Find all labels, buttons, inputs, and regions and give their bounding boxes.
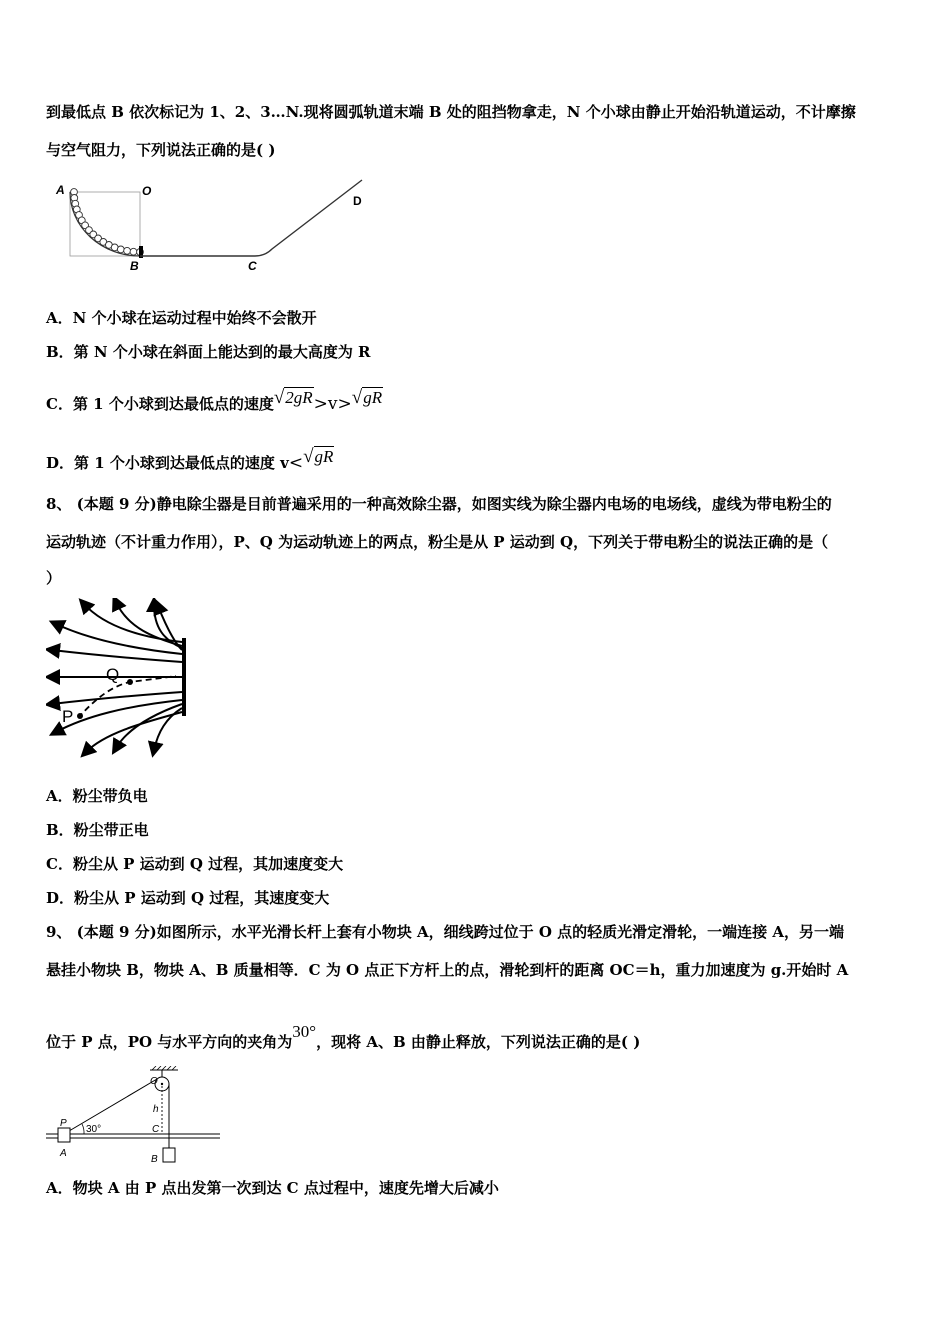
q7-balls (71, 189, 144, 256)
q7-arc-track (70, 192, 140, 256)
q7-intro-line2: 与空气阻力，下列说法正确的是( ) (46, 141, 276, 159)
q8-option-b: B．粉尘带正电 (46, 821, 149, 839)
q9-pulley-axle (161, 1083, 163, 1085)
sqrt-gr-d: √gR (303, 446, 334, 467)
q7-option-b: B．第 N 个小球在斜面上能达到的最大高度为 R (46, 343, 371, 361)
q8-option-a: A．粉尘带负电 (46, 787, 148, 805)
q7-label-o: O (142, 184, 152, 198)
q9-label-h: h (153, 1104, 159, 1115)
q8-label-p: P (62, 707, 74, 726)
q9-string-po (64, 1079, 157, 1134)
q7-option-c-mid: >v> (313, 394, 352, 414)
q9-block-a (58, 1128, 70, 1142)
q9-line3 (46, 1022, 640, 1052)
field-line (116, 602, 182, 646)
q8-label-q: Q (106, 665, 120, 684)
q9-line3-prefix: 位于 P 点，PO 与水平方向的夹角为 (46, 1033, 293, 1051)
q9-block-b (163, 1148, 175, 1162)
q7-label-d: D (353, 194, 362, 208)
q8-point-p (77, 713, 83, 719)
q7-ball (130, 248, 137, 255)
q8-line2: 运动轨迹（不计重力作用），P、Q 为运动轨迹上的两点，粉尘是从 P 运动到 Q，下列关于带电粉尘的说法正确的是（ (46, 533, 829, 551)
q7-option-d-lt: < (288, 453, 304, 473)
q9-line3-suffix: ，现将 A、B 由静止释放，下列说法正确的是( ) (316, 1033, 641, 1051)
q9-angle-arc (82, 1124, 84, 1134)
q8-line1: 8、 (本题 9 分)静电除尘器是目前普遍采用的一种高效除尘器，如图实线为除尘器内电场的电场线，虚线为带电粉尘的 (46, 495, 832, 513)
q9-angle-label: 30° (86, 1124, 102, 1135)
q9-label-p: P (60, 1118, 67, 1129)
field-line (116, 704, 182, 748)
q7-option-a: A．N 个小球在运动过程中始终不会散开 (46, 309, 317, 327)
q7-ball (124, 247, 131, 254)
q8-collector-plate (182, 638, 186, 716)
q8-option-d: D．粉尘从 P 运动到 Q 过程，其速度变大 (46, 889, 330, 907)
q9-label-b: B (151, 1154, 158, 1165)
q9-option-a: A．物块 A 由 P 点出发第一次到达 C 点过程中，速度先增大后减小 (46, 1179, 499, 1197)
q7-label-a: A (56, 183, 65, 197)
sqrt-gr: √gR (351, 387, 383, 408)
q8-line3: ） (46, 569, 62, 587)
q8-option-c: C．粉尘从 P 运动到 Q 过程，其加速度变大 (46, 855, 344, 873)
q7-option-c (46, 388, 383, 414)
q9-label-a: A (60, 1148, 67, 1159)
q7-option-d (46, 447, 334, 473)
q7-label-b: B (130, 259, 139, 273)
q7-ball (117, 246, 124, 253)
sqrt-2gr: √2gR (273, 387, 313, 408)
field-line (86, 712, 182, 752)
q7-label-c: C (248, 259, 257, 273)
field-line (158, 606, 182, 650)
q9-ceiling-hatch (152, 1066, 176, 1070)
q7-track-figure (50, 172, 380, 282)
q7-option-d-prefix: D．第 1 个小球到达最低点的速度 v (46, 454, 289, 472)
q9-pulley-figure (46, 1066, 226, 1170)
q9-line1: 9、 (本题 9 分)如图所示，水平光滑长杆上套有小物块 A，细线跨过位于 O 点的轻质光滑定滑轮，一端连接 A，另一端 (46, 923, 844, 941)
q7-option-c-prefix: C．第 1 个小球到达最低点的速度 (46, 395, 274, 413)
q9-line2: 悬挂小物块 B，物块 A、B 质量相等．C 为 O 点正下方杆上的点，滑轮到杆的距离 OC＝h，重力加速度为 g.开始时 A (46, 961, 849, 979)
q9-label-c: C (152, 1124, 160, 1135)
q7-intro-line1: 到最低点 B 依次标记为 1、2、3…N.现将圆弧轨道末端 B 处的阻挡物拿走，N 个小球由静止开始沿轨道运动，不计摩擦 (46, 103, 856, 121)
q9-label-o: O (150, 1076, 158, 1087)
q8-point-q (127, 679, 133, 685)
q7-guide-box (70, 192, 140, 256)
q9-angle: 30° (292, 1022, 317, 1041)
q7-incline-track (255, 180, 362, 256)
q8-field-figure (46, 598, 196, 758)
